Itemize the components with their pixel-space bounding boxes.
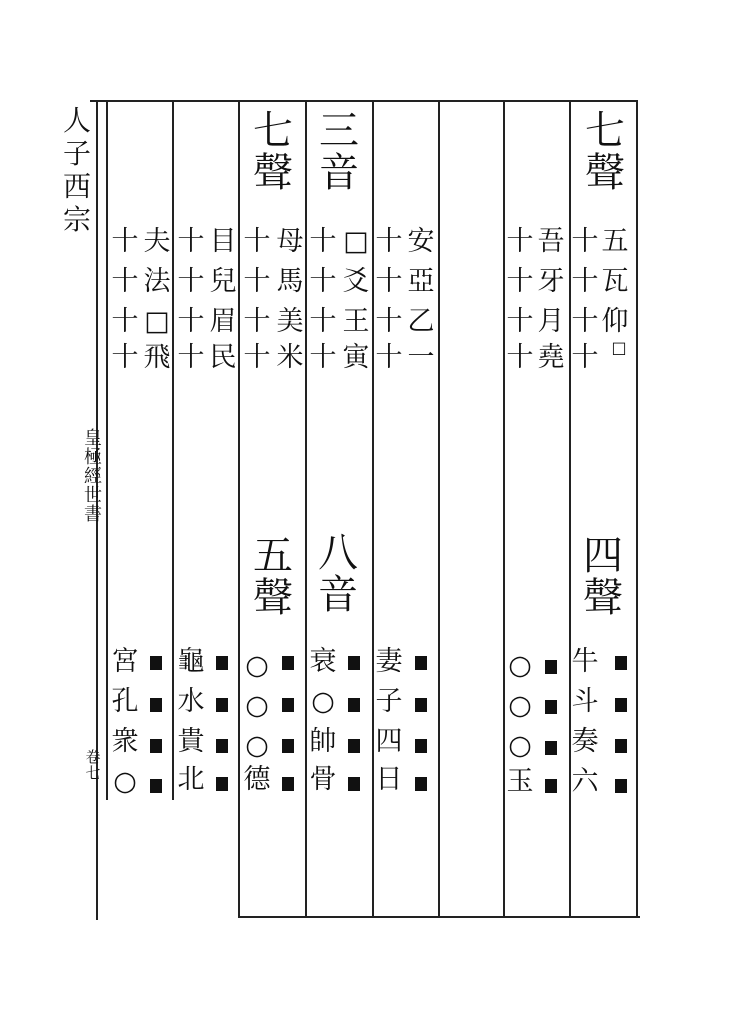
glyph: 兒: [209, 266, 237, 297]
filled-square-mark: [216, 776, 230, 792]
ten-mark: 十: [506, 306, 534, 337]
glyph: 法: [143, 266, 171, 297]
ten-mark: 十: [111, 266, 139, 297]
filled-square-mark: [282, 697, 296, 713]
ten-mark: 十: [177, 266, 205, 297]
column-divider: [106, 100, 108, 800]
filled-square-mark: [150, 738, 164, 754]
margin-header-glyphs: 人 子 西 宗: [62, 104, 91, 237]
glyph: 目: [209, 226, 237, 257]
column-divider: [438, 100, 440, 918]
glyph: 龜: [177, 646, 205, 677]
glyph: 一: [407, 342, 435, 373]
glyph: 北: [177, 764, 205, 795]
glyph: ○: [245, 730, 269, 761]
filled-square-mark: [415, 655, 429, 671]
glyph: 寅: [342, 342, 370, 373]
column-divider: [569, 100, 571, 918]
glyph: 牙: [537, 266, 565, 297]
filled-square-mark: [545, 778, 559, 794]
filled-square-mark: [545, 740, 559, 756]
glyph: 五: [601, 226, 629, 257]
column-title: 八 音: [318, 530, 358, 618]
glyph: 貴: [177, 726, 205, 757]
ten-mark: 十: [571, 342, 599, 373]
filled-square-mark: [282, 776, 296, 792]
ten-mark: 十: [177, 226, 205, 257]
filled-square-mark: [415, 776, 429, 792]
filled-square-mark: [415, 738, 429, 754]
filled-square-mark: [348, 776, 362, 792]
filled-square-mark: [348, 655, 362, 671]
filled-square-mark: [216, 738, 230, 754]
filled-square-mark: [150, 778, 164, 794]
column-title: 七 聲: [253, 108, 293, 196]
glyph: □: [343, 226, 369, 257]
glyph: □: [611, 338, 627, 357]
glyph: 孔: [111, 686, 139, 717]
ten-mark: 十: [309, 306, 337, 337]
filled-square-mark: [150, 655, 164, 671]
glyph: 馬: [276, 266, 304, 297]
filled-square-mark: [415, 697, 429, 713]
filled-square-mark: [348, 697, 362, 713]
filled-square-mark: [615, 738, 629, 754]
glyph: 民: [209, 342, 237, 373]
glyph: 王: [342, 306, 370, 337]
filled-square-mark: [216, 697, 230, 713]
ten-mark: 十: [111, 306, 139, 337]
glyph: 衆: [111, 726, 139, 757]
filled-square-mark: [282, 738, 296, 754]
book-title: 皇 極 經 世 書: [84, 428, 102, 525]
glyph: ○: [245, 690, 269, 721]
glyph: 安: [407, 226, 435, 257]
ten-mark: 十: [375, 266, 403, 297]
filled-square-mark: [216, 655, 230, 671]
ten-mark: 十: [309, 342, 337, 373]
glyph: ○: [245, 650, 269, 681]
glyph: 堯: [537, 342, 565, 373]
filled-square-mark: [150, 697, 164, 713]
glyph: 仰: [601, 306, 629, 337]
ten-mark: 十: [243, 306, 271, 337]
ten-mark: 十: [375, 306, 403, 337]
ten-mark: 十: [375, 342, 403, 373]
glyph: 四: [375, 726, 403, 757]
glyph: 斗: [571, 686, 599, 717]
glyph: ○: [508, 690, 532, 721]
glyph: 奏: [571, 726, 599, 757]
glyph: 六: [571, 766, 599, 797]
glyph: 瓦: [601, 266, 629, 297]
glyph: 月: [537, 306, 565, 337]
glyph: 眉: [209, 306, 237, 337]
glyph: 牛: [571, 646, 599, 677]
column-title: 四 聲: [583, 533, 623, 621]
column-divider: [305, 100, 307, 918]
glyph: ○: [311, 686, 335, 717]
glyph: 爻: [342, 266, 370, 297]
glyph: ○: [113, 766, 137, 797]
ten-mark: 十: [309, 226, 337, 257]
page-number: 卷 七: [85, 748, 101, 782]
glyph: 夫: [143, 226, 171, 257]
glyph: 乙: [407, 306, 435, 337]
right-border: [636, 100, 638, 918]
ten-mark: 十: [111, 226, 139, 257]
ten-mark: 十: [243, 266, 271, 297]
ten-mark: 十: [111, 342, 139, 373]
filled-square-mark: [348, 738, 362, 754]
column-divider: [372, 100, 374, 918]
column-title: 三 音: [319, 108, 359, 196]
glyph: 玉: [506, 766, 534, 797]
ten-mark: 十: [375, 226, 403, 257]
ten-mark: 十: [506, 266, 534, 297]
filled-square-mark: [545, 699, 559, 715]
ten-mark: 十: [506, 342, 534, 373]
filled-square-mark: [282, 655, 296, 671]
glyph: 衰: [309, 646, 337, 677]
ten-mark: 十: [177, 342, 205, 373]
column-divider: [172, 100, 174, 800]
ten-mark: 十: [506, 226, 534, 257]
ten-mark: 十: [243, 342, 271, 373]
glyph: 骨: [309, 764, 337, 795]
column-title: 七 聲: [585, 108, 625, 196]
filled-square-mark: [615, 655, 629, 671]
glyph: 水: [177, 686, 205, 717]
glyph: ○: [508, 730, 532, 761]
glyph: 帥: [309, 726, 337, 757]
glyph: ○: [508, 650, 532, 681]
ten-mark: 十: [571, 226, 599, 257]
ten-mark: 十: [309, 266, 337, 297]
glyph: 日: [375, 764, 403, 795]
glyph: 吾: [537, 226, 565, 257]
glyph: □: [144, 306, 170, 337]
filled-square-mark: [545, 659, 559, 675]
ten-mark: 十: [571, 306, 599, 337]
column-divider: [503, 100, 505, 918]
glyph: 亞: [407, 266, 435, 297]
glyph: 飛: [143, 342, 171, 373]
glyph: 米: [276, 342, 304, 373]
ten-mark: 十: [243, 226, 271, 257]
filled-square-mark: [615, 697, 629, 713]
glyph: 子: [375, 686, 403, 717]
column-divider: [238, 100, 240, 918]
glyph: 德: [243, 764, 271, 795]
filled-square-mark: [615, 778, 629, 794]
ten-mark: 十: [177, 306, 205, 337]
glyph: 美: [276, 306, 304, 337]
glyph: 母: [276, 226, 304, 257]
ten-mark: 十: [571, 266, 599, 297]
glyph: 妻: [375, 646, 403, 677]
column-title: 五 聲: [253, 533, 293, 621]
glyph: 宮: [111, 646, 139, 677]
